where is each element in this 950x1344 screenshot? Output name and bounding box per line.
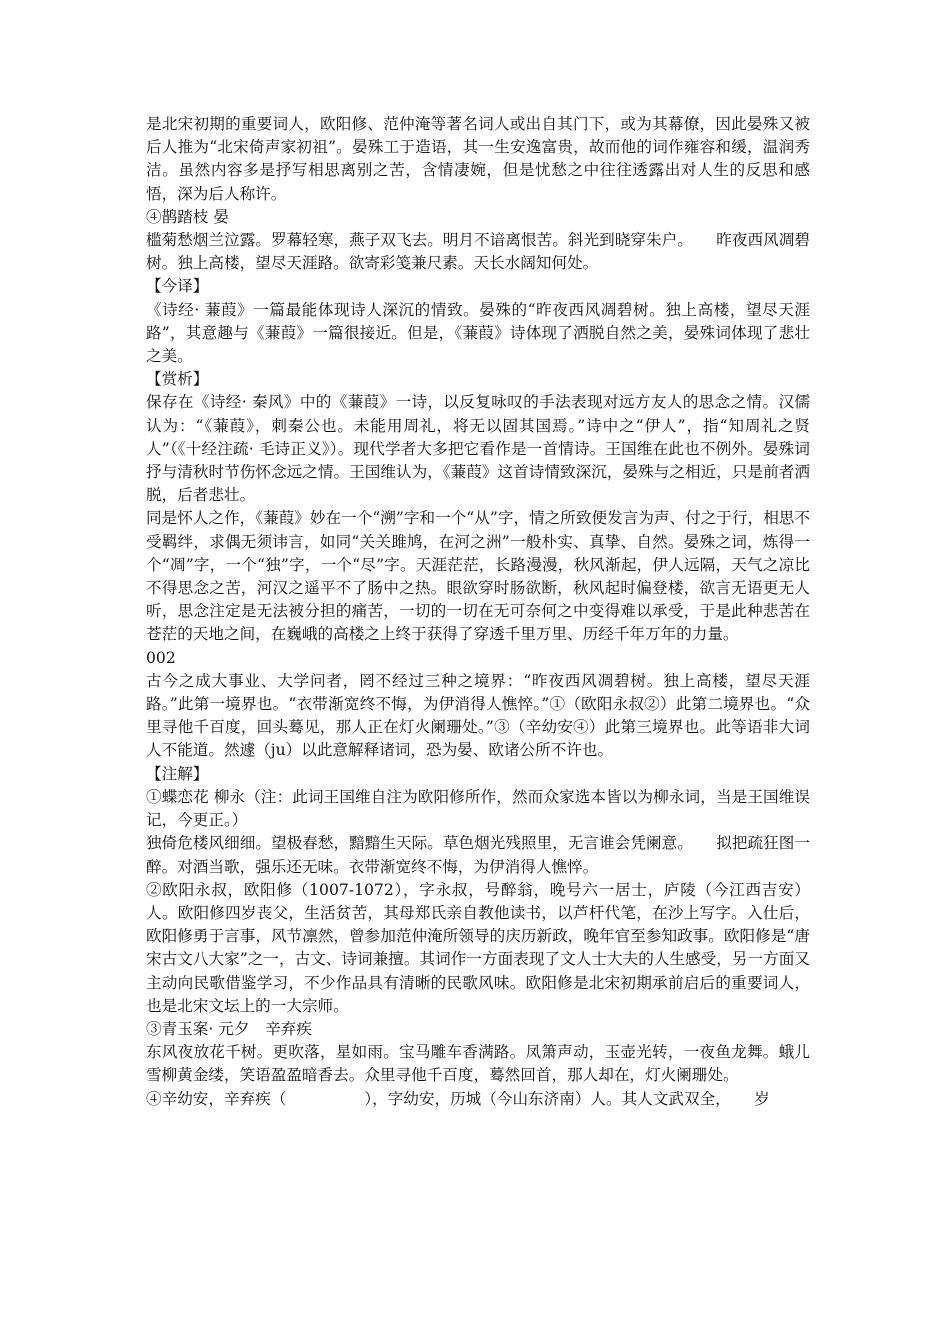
- appreciation-paragraph-1: 保存在《诗经· 秦风》中的《蒹葭》一诗，以反复咏叹的手法表现对远方友人的思念之情。汉儒认为：“《蒹葭》，刺秦公也。未能用周礼，将无以固其国焉。”诗中之“伊人”，指“知周礼之贤人”（《十经注疏· 毛诗正义》）。现代学者大多把它看作是一首情诗。王国维在此也不例外。晏殊词抒与清秋时节伤怀念远之情。王国维认为，《蒹葭》这首诗情致深沉，晏殊与之相近，只是前者洒脱，后者悲壮。: [146, 393, 810, 505]
- note-3-poem-text: 东风夜放花千树。更吹落，星如雨。宝马雕车香满路。凤箫声动，玉壶光转，一夜鱼龙舞。蛾儿雪柳黄金缕，笑语盈盈暗香去。众里寻他千百度，蓦然回首，那人却在，灯火阑珊处。: [146, 1043, 810, 1085]
- section-heading-appreciation: 【赏析】: [146, 370, 209, 389]
- entry-number: 002: [146, 648, 176, 667]
- document-page: [146, 113, 810, 1111]
- note-1-poem-text: 独倚危楼风细细。望极春愁，黯黯生天际。草色烟光残照里，无言谁会凭阑意。 拟把疏狂图一醉。对酒当歌，强乐还无味。衣带渐宽终不悔，为伊消得人憔悴。: [146, 834, 810, 876]
- intro-paragraph: 是北宋初期的重要词人，欧阳修、范仲淹等著名词人或出自其门下，或为其幕僚，因此晏殊又被后人推为“北宋倚声家初祖”。晏殊工于造语，其一生安逸富贵，故而他的词作雍容和缓，温润秀洁。虽然内容多是抒写相思离别之苦，含情凄婉，但是忧愁之中往往透露出对人生的反思和感悟，深为后人称许。: [146, 115, 810, 203]
- note-1-title: ①蝶恋花 柳永（注：此词王国维自注为欧阳修所作，然而众家选本皆以为柳永词，当是王国维误记，今更正。）: [146, 787, 810, 830]
- note-4-xin-qiji: ④辛幼安，辛弃疾（ ），字幼安，历城（今山东济南）人。其人文武双全， 岁: [146, 1089, 770, 1108]
- translation-paragraph: 《诗经· 蒹葭》一篇最能体现诗人深沉的情致。晏殊的“昨夜西风凋碧树。独上高楼，望尽天涯路”，其意趣与《蒹葭》一篇很接近。但是，《蒹葭》诗体现了洒脱自然之美，晏殊词体现了悲壮之美。: [146, 300, 810, 366]
- appreciation-paragraph-2: 同是怀人之作，《蒹葭》妙在一个“溯”字和一个“从”字，情之所致便发言为声、付之于行，相思不受羁绊，求偶无须讳言，如同“关关雎鸠，在河之洲”一般朴实、真挚、自然。晏殊之词，炼得一个“凋”字，一个“独”字，一个“尽”字。天涯茫茫，长路漫漫，秋风渐起，伊人远隔，天气之凉比不得思念之苦，河汉之遥平不了肠中之热。眼欲穿时肠欲断，秋风起时偏登楼，欲言无语更无人听，思念注定是无法被分担的痛苦，一切的一切在无可奈何之中变得难以承受，于是此种悲苦在苍茫的天地之间，在巍峨的高楼之上终于获得了穿透千里万里、历经千年万年的力量。: [146, 509, 810, 644]
- three-realms-paragraph: 古今之成大事业、大学问者，罔不经过三种之境界：“昨夜西风凋碧树。独上高楼，望尽天涯路。”此第一境界也。“衣带渐宽终不悔，为伊消得人憔悴。”①（欧阳永叔②）此第二境界也。“众里寻他千百度，回头蓦见，那人正在灯火阑珊处。”③（辛幼安④）此第三境界也。此等语非大词人不能道。然遽（ju）以此意解释诸词，恐为晏、欧诸公所不许也。: [146, 671, 810, 760]
- note-2-ouyang-xiu: ②欧阳永叔，欧阳修（1007-1072），字永叔，号醉翁，晚号六一居士，庐陵（今江西吉安）人。欧阳修四岁丧父，生活贫苦，其母郑氏亲自教他读书，以芦杆代笔，在沙上写字。入仕后，欧阳修勇于言事，风节凛然，曾参加范仲淹所领导的庆历新政，晚年官至参知政事。欧阳修是“唐宋古文八大家”之一，古文、诗词兼擅。其词作一方面表现了文人士大夫的人生感受，另一方面又主动向民歌借鉴学习，不少作品具有清晰的民歌风味。欧阳修是北宋初期承前启后的重要词人，也是北宋文坛上的一大宗师。: [146, 880, 810, 1015]
- poem-text-que-ta-zhi: 槛菊愁烟兰泣露。罗幕轻寒，燕子双飞去。明月不谙离恨苦。斜光到晓穿朱户。 昨夜西风凋碧树。独上高楼，望尽天涯路。欲寄彩笺兼尺素。天长水阔知何处。: [146, 231, 810, 273]
- section-heading-notes: 【注解】: [146, 764, 209, 783]
- poem-title-que-ta-zhi: ④鹊踏枝 晏: [146, 207, 229, 226]
- note-3-title: ③青玉案· 元夕 辛弃疾: [146, 1019, 312, 1038]
- section-heading-translation: 【今译】: [146, 277, 209, 296]
